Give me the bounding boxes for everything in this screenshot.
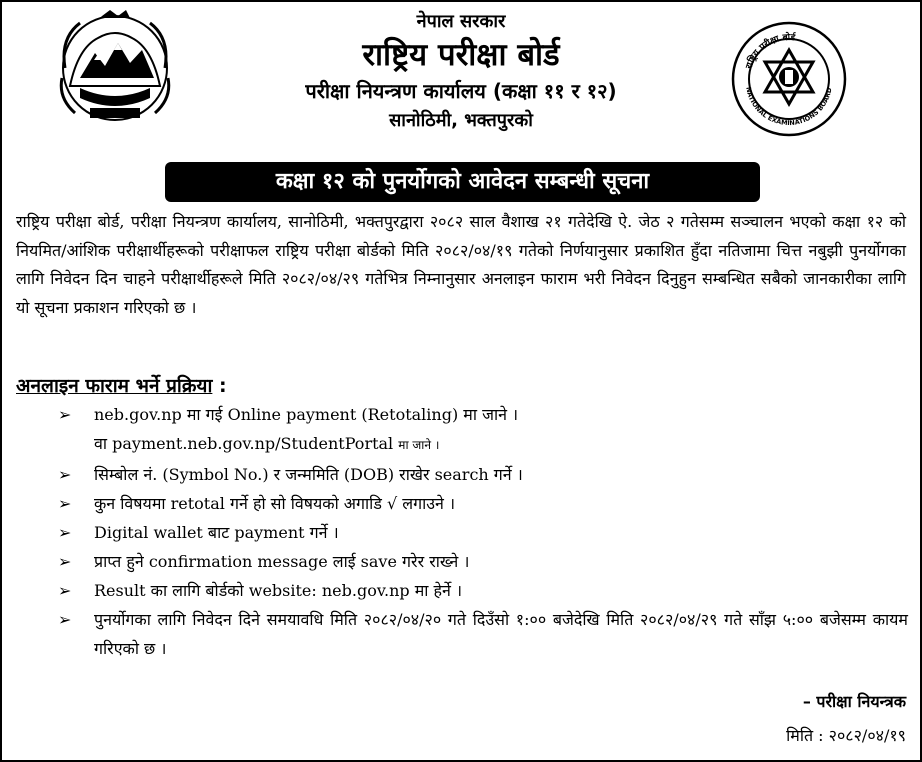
arrow-bullet-icon: ➢ <box>58 405 72 424</box>
svg-text:राष्ट्रिय परीक्षा बोर्ड: राष्ट्रिय परीक्षा बोर्ड <box>744 32 796 71</box>
government-name: नेपाल सरकार <box>416 11 506 32</box>
header <box>2 2 920 162</box>
step-text: कुन विषयमा retotal गर्ने हो सो विषयको अगाडि √ लगाउने । <box>94 494 456 513</box>
procedure-heading <box>16 372 227 398</box>
svg-text:NATIONAL EXAMINATIONS BOARD: NATIONAL EXAMINATIONS BOARD <box>744 86 834 128</box>
step-text: प्राप्त हुने confirmation message लाई save गरेर राख्ने । <box>94 552 470 571</box>
arrow-bullet-icon: ➢ <box>58 610 72 629</box>
neb-seal-icon <box>730 20 848 138</box>
procedure-heading-text: अनलाइन फाराम भर्ने प्रक्रिया <box>16 375 213 397</box>
step-text: Digital wallet बाट payment गर्ने । <box>94 523 339 542</box>
step-text: Result का लागि बोर्डको website: neb.gov.np मा हेर्ने । <box>94 581 463 600</box>
list-item <box>58 605 908 663</box>
step-text: पुनर्योगका लागि निवेदन दिने समयावधि मिति २०८२/०४/२० गते दिउँसो १:०० बजेदेखि मिति २०८२/०४/२९ गते साँझ ५:०० बजेसम्म कायम गरिएको छ । <box>94 610 908 658</box>
notice-body: राष्ट्रिय परीक्षा बोर्ड, परीक्षा नियन्त्रण कार्यालय, सानोठिमी, भक्तपुरद्वारा २०८२ साल वैशाख २१ गतेदेखि ऐ. जेठ २ गतेसम्म सञ्चालन भएको कक्षा १२ को नियमित/आंशिक परीक्षार्थीहरूको परीक्षाफल राष्ट्रिय परीक्षा बोर्डको मिति २०८२/०४/१९ गतेको निर्णयानुसार प्रकाशित हुँदा नतिजामा चित्त नबुझी पुनर्योगका लागि निवेदन दिन चाहने परीक्षार्थीहरूले मिति २०८२/०४/२९ गतेभित्र निम्नानुसार अनलाइन फाराम भरी निवेदन दिनुहुन सम्बन्धित सबैको जानकारीका लागि यो सूचना प्रकाशन गरिएको छ । <box>16 212 906 317</box>
arrow-bullet-icon: ➢ <box>58 581 72 600</box>
list-item <box>58 576 908 605</box>
office-location: सानोठिमी, भक्तपुरको <box>389 110 533 131</box>
office-name: परीक्षा नियन्त्रण कार्यालय (कक्षा ११ र १२) <box>305 79 617 103</box>
list-item <box>58 518 908 547</box>
alt-portal-line <box>94 434 439 453</box>
arrow-bullet-icon: ➢ <box>58 552 72 571</box>
arrow-bullet-icon: ➢ <box>58 465 72 484</box>
list-item <box>58 460 908 489</box>
list-item <box>58 547 908 576</box>
arrow-bullet-icon: ➢ <box>58 494 72 513</box>
step-text: neb.gov.np मा गई Online payment (Retotaling) मा जाने । <box>94 405 519 424</box>
board-name: राष्ट्रिय परीक्षा बोर्ड <box>362 37 560 73</box>
alt-portal-suffix: मा जाने । <box>398 438 440 452</box>
notice-title: कक्षा १२ को पुनर्योगको आवेदन सम्बन्धी सूचना <box>165 162 760 202</box>
list-item <box>58 489 908 518</box>
step-text: सिम्बोल नं. (Symbol No.) र जन्ममिति (DOB) राखेर search गर्ने । <box>94 465 523 484</box>
signatory: – परीक्षा नियन्त्रक <box>802 692 906 711</box>
arrow-bullet-icon: ➢ <box>58 523 72 542</box>
list-item <box>58 400 908 460</box>
procedure-heading-colon: : <box>219 375 227 397</box>
alt-portal-text: वा payment.neb.gov.np/StudentPortal <box>94 434 394 453</box>
notice-date: मिति : २०८२/०४/१९ <box>786 726 906 745</box>
procedure-steps <box>58 400 908 663</box>
